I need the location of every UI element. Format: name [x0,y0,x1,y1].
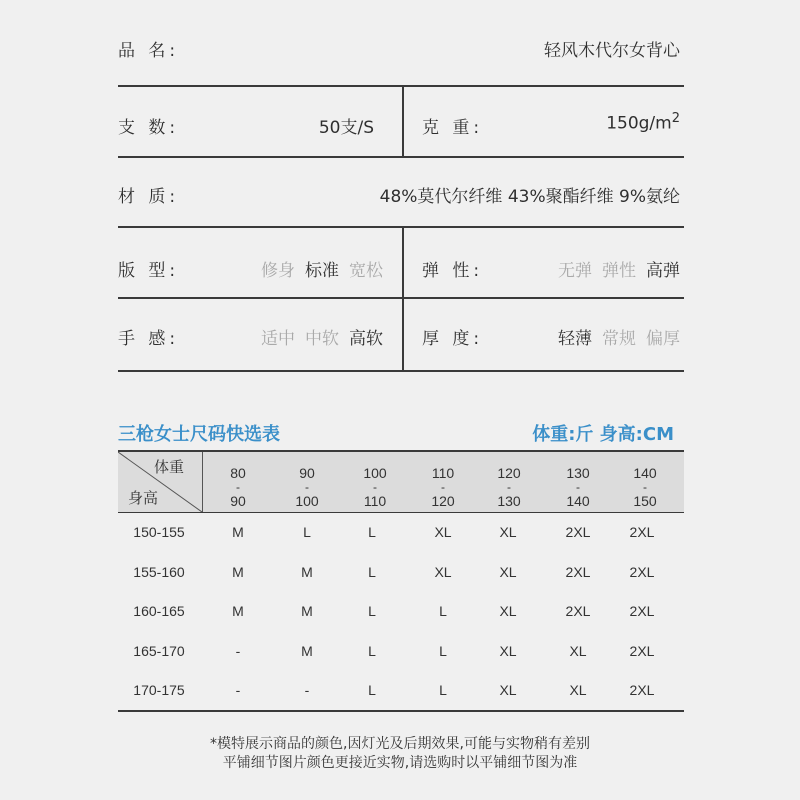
weight-header: 100 - 110 [363,465,387,509]
size-cell: M [301,643,313,659]
height-row-label: 165-170 [133,643,185,659]
size-cell: M [232,564,244,580]
elasticity-options [558,256,680,281]
size-chart-unit-note: 体重:斤 身高:CM [532,424,674,445]
thickness-option: 轻薄 [558,329,592,349]
header-divider [202,452,203,512]
header-bottom-border [118,512,684,513]
size-cell: M [301,564,313,580]
elasticity-label: 弹 性: [422,261,484,281]
size-cell: L [439,643,447,659]
product-label: 品 名: [118,41,180,61]
divider [118,297,684,299]
disclaimer-line-1: *模特展示商品的颜色,因灯光及后期效果,可能与实物稍有差别 [210,736,590,752]
divider [118,85,684,87]
weight-header: 120 - 130 [497,465,521,509]
feel-option: 适中 [261,329,295,349]
count-label: 支 数: [118,118,180,138]
size-cell: XL [434,524,452,540]
size-cell: XL [499,643,517,659]
size-cell: M [301,603,313,619]
fit-label: 版 型: [118,261,180,281]
size-chart-title: 三枪女士尺码快选表 [118,424,280,445]
weight-header: 80 - 90 [230,465,246,509]
size-cell: XL [499,524,517,540]
thickness-label: 厚 度: [422,329,484,349]
thickness-option: 偏厚 [646,329,680,349]
weight-header: 140 - 150 [633,465,657,509]
size-cell: 2XL [629,524,655,540]
disclaimer-line-2: 平铺细节图片颜色更接近实物,请选购时以平铺细节图为准 [222,755,578,771]
fit-option: 宽松 [349,261,383,281]
table-bottom-border [118,710,684,712]
feel-label: 手 感: [118,329,180,349]
size-cell: L [368,564,376,580]
size-cell: 2XL [565,603,591,619]
product-value: 轻风木代尔女背心 [544,41,680,61]
size-cell: XL [499,682,517,698]
weight-header: 130 - 140 [566,465,590,509]
size-cell: - [304,682,310,698]
size-cell: 2XL [629,682,655,698]
size-cell: - [235,643,241,659]
size-cell: 2XL [629,603,655,619]
divider [402,86,404,156]
divider [402,227,404,371]
feel-option: 中软 [305,329,339,349]
size-cell: L [439,682,447,698]
thickness-options [558,324,680,349]
size-cell: L [368,682,376,698]
size-cell: - [235,682,241,698]
weight-header: 90 - 100 [295,465,319,509]
size-cell: L [439,603,447,619]
fit-options [200,256,383,281]
corner-height-label: 身高 [128,489,159,507]
feel-option: 高软 [349,329,383,349]
size-cell: 2XL [629,643,655,659]
elasticity-option: 无弹 [558,261,592,281]
size-cell: XL [499,564,517,580]
size-cell: XL [499,603,517,619]
weight-number: 150g/m [606,113,672,134]
elasticity-option: 弹性 [602,261,636,281]
size-cell: M [232,603,244,619]
corner-weight-label: 体重 [154,458,185,476]
height-row-label: 170-175 [133,682,185,698]
height-row-label: 155-160 [133,564,185,580]
size-cell: L [368,643,376,659]
elasticity-option: 高弹 [646,261,680,281]
size-cell: XL [569,682,587,698]
material-label: 材 质: [118,187,180,207]
divider [118,370,684,372]
divider [118,156,684,158]
feel-options [200,324,383,349]
size-cell: 2XL [565,564,591,580]
size-cell: L [368,524,376,540]
size-cell: L [303,524,311,540]
size-cell: XL [569,643,587,659]
weight-label: 克 重: [422,118,484,138]
divider [118,226,684,228]
count-value: 50支/S [318,118,374,138]
material-value: 48%莫代尔纤维 43%聚酯纤维 9%氨纶 [379,187,680,207]
size-cell: L [368,603,376,619]
weight-value [606,111,680,134]
height-row-label: 150-155 [133,524,185,540]
thickness-option: 常规 [602,329,636,349]
size-cell: 2XL [629,564,655,580]
size-cell: M [232,524,244,540]
size-cell: 2XL [565,524,591,540]
weight-superscript: 2 [671,111,680,126]
size-cell: XL [434,564,452,580]
fit-option: 标准 [305,261,339,281]
fit-option: 修身 [261,261,295,281]
height-row-label: 160-165 [133,603,185,619]
weight-header: 110 - 120 [431,465,455,509]
